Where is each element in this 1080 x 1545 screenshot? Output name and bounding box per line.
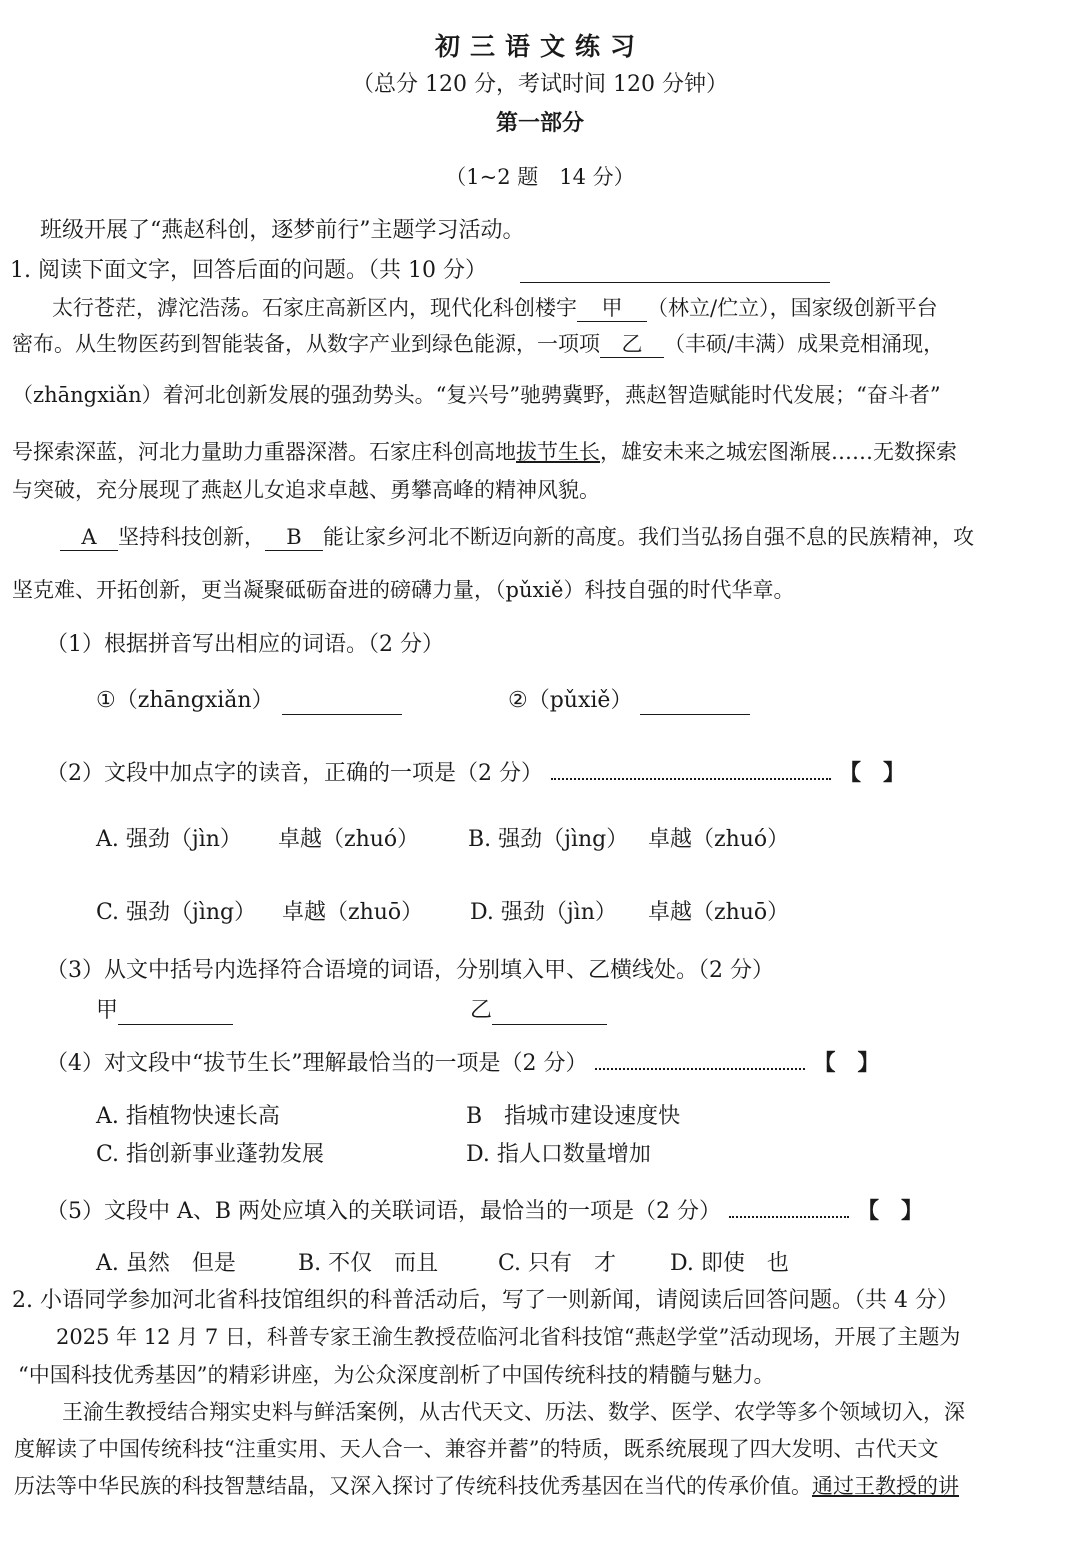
- answer-blank-1[interactable]: [282, 688, 402, 715]
- q2-line-5: 历法等中华民族的科技智慧结晶，又深入探讨了传统科技优秀基因在当代的传承价值。通过王教授的讲: [14, 1474, 959, 1498]
- sq5-option-c: C. 只有 才: [498, 1251, 617, 1276]
- q2-line-3: 王渝生教授结合翔实史料与鲜活案例，从古代天文、历法、数学、医学、农学等多个领域切入，深: [62, 1400, 965, 1424]
- underlined-sentence: 通过王教授的讲: [812, 1474, 959, 1498]
- q2-line-4: 度解读了中国传统科技“注重实用、天人合一、兼容并蓄”的特质，既系统展现了四大发明、古代天文: [14, 1437, 939, 1461]
- passage-line-5: 与突破，充分展现了燕赵儿女追求卓越、勇攀高峰的精神风貌。: [12, 478, 600, 502]
- passage-line-2: 密布。从生物医药到智能装备，从数字产业到绿色能源，一项项 乙 （丰硕/丰满）成果竞相涌现，: [12, 332, 944, 358]
- sq2-option-a2: 卓越（zhuó）: [278, 827, 420, 852]
- sq2-option-d2: 卓越（zhuō）: [648, 900, 790, 925]
- passage-line-6: A 坚持科技创新， B 能让家乡河北不断迈向新的高度。我们当弘扬自强不息的民族精神，攻: [60, 525, 974, 551]
- exam-subtitle: （总分 120 分，考试时间 120 分钟）: [352, 72, 728, 97]
- passage-line-7: 坚克难、开拓创新，更当凝聚砥砺奋进的磅礴力量，（pǔxiě）科技自强的时代华章。: [12, 578, 795, 602]
- sq3-yi: 乙: [470, 998, 607, 1025]
- blank-a[interactable]: A: [60, 525, 118, 551]
- answer-bracket[interactable]: 【 】: [839, 760, 906, 786]
- passage-line-4: 号探索深蓝，河北力量助力重器深潜。石家庄科创高地拔节生长，雄安未来之城宏图渐展……无数探索: [12, 440, 957, 464]
- sq2-option-c: C. 强劲（jìng）: [96, 900, 257, 925]
- sq1-stem: （1）根据拼音写出相应的词语。（2 分）: [46, 632, 444, 657]
- leader-dots: [595, 1058, 805, 1070]
- q2-line-1: 2025 年 12 月 7 日，科普专家王渝生教授莅临河北省科技馆“燕赵学堂”活动现场，开展了主题为: [56, 1325, 961, 1349]
- q1-stem: 1. 阅读下面文字，回答后面的问题。（共 10 分）: [10, 258, 487, 283]
- passage-line-3: （zhāngxiǎn）着河北创新发展的强劲势头。“复兴号”驰骋冀野，燕赵智造赋能时代发展；“奋斗者”: [12, 383, 941, 407]
- blank-b[interactable]: B: [265, 525, 323, 551]
- sq3-stem: （3）从文中括号内选择符合语境的词语，分别填入甲、乙横线处。（2 分）: [46, 958, 774, 983]
- sq1-answer-1: ①（zhāngxiǎn）: [96, 688, 402, 715]
- passage-line-1: 太行苍茫，滹沱浩荡。石家庄高新区内，现代化科创楼宇 甲 （林立/伫立），国家级创新平台: [52, 296, 938, 322]
- underlined-phrase: 拔节生长: [516, 440, 600, 464]
- blank-yi[interactable]: 乙: [600, 332, 664, 358]
- sq2-stem: （2）文段中加点字的读音，正确的一项是（2 分） 【 】: [46, 760, 909, 787]
- sq2-option-d: D. 强劲（jìn）: [470, 900, 617, 925]
- sq4-stem: （4）对文段中“拔节生长”理解最恰当的一项是（2 分） 【 】: [46, 1050, 883, 1077]
- answer-bracket[interactable]: 【 】: [813, 1050, 880, 1076]
- leader-dots: [551, 768, 831, 780]
- sq2-option-b2: 卓越（zhuó）: [648, 827, 790, 852]
- sq5-option-a: A. 虽然 但是: [96, 1251, 236, 1276]
- sq5-option-b: B. 不仅 而且: [298, 1251, 439, 1276]
- sq4-option-b: B 指城市建设速度快: [466, 1104, 681, 1129]
- leader-dots: [729, 1206, 849, 1218]
- part-heading: 第一部分: [495, 110, 584, 136]
- sq1-answer-2: ②（pǔxiě）: [508, 688, 750, 715]
- question-range: （1~2 题 14 分）: [445, 165, 635, 189]
- sq3-jia: 甲: [96, 998, 233, 1025]
- q2-line-2: “中国科技优秀基因”的精彩讲座，为公众深度剖析了中国传统科技的精髓与魅力。: [18, 1363, 775, 1387]
- blank-jia[interactable]: 甲: [577, 296, 647, 322]
- answer-bracket[interactable]: 【 】: [857, 1198, 924, 1224]
- q2-stem: 2. 小语同学参加河北省科技馆组织的科普活动后，写了一则新闻，请阅读后回答问题。（共 4 分）: [12, 1288, 959, 1313]
- sq5-option-d: D. 即使 也: [670, 1251, 789, 1276]
- sq2-option-c2: 卓越（zhuō）: [282, 900, 424, 925]
- page-title: 初三语文练习: [434, 32, 645, 61]
- sq4-option-a: A. 指植物快速长高: [96, 1104, 280, 1129]
- sq2-option-a: A. 强劲（jìn）: [96, 827, 242, 852]
- answer-blank-2[interactable]: [640, 688, 750, 715]
- sq4-option-c: C. 指创新事业蓬勃发展: [96, 1142, 325, 1167]
- sq4-option-d: D. 指人口数量增加: [466, 1142, 651, 1167]
- answer-blank-yi[interactable]: [492, 998, 607, 1025]
- sq5-stem: （5）文段中 A、B 两处应填入的关联词语，最恰当的一项是（2 分） 【 】: [46, 1198, 927, 1225]
- sq2-option-b: B. 强劲（jìng）: [468, 827, 629, 852]
- stem-rule: [520, 282, 830, 283]
- activity-intro: 班级开展了“燕赵科创，逐梦前行”主题学习活动。: [40, 218, 525, 243]
- answer-blank-jia[interactable]: [118, 998, 233, 1025]
